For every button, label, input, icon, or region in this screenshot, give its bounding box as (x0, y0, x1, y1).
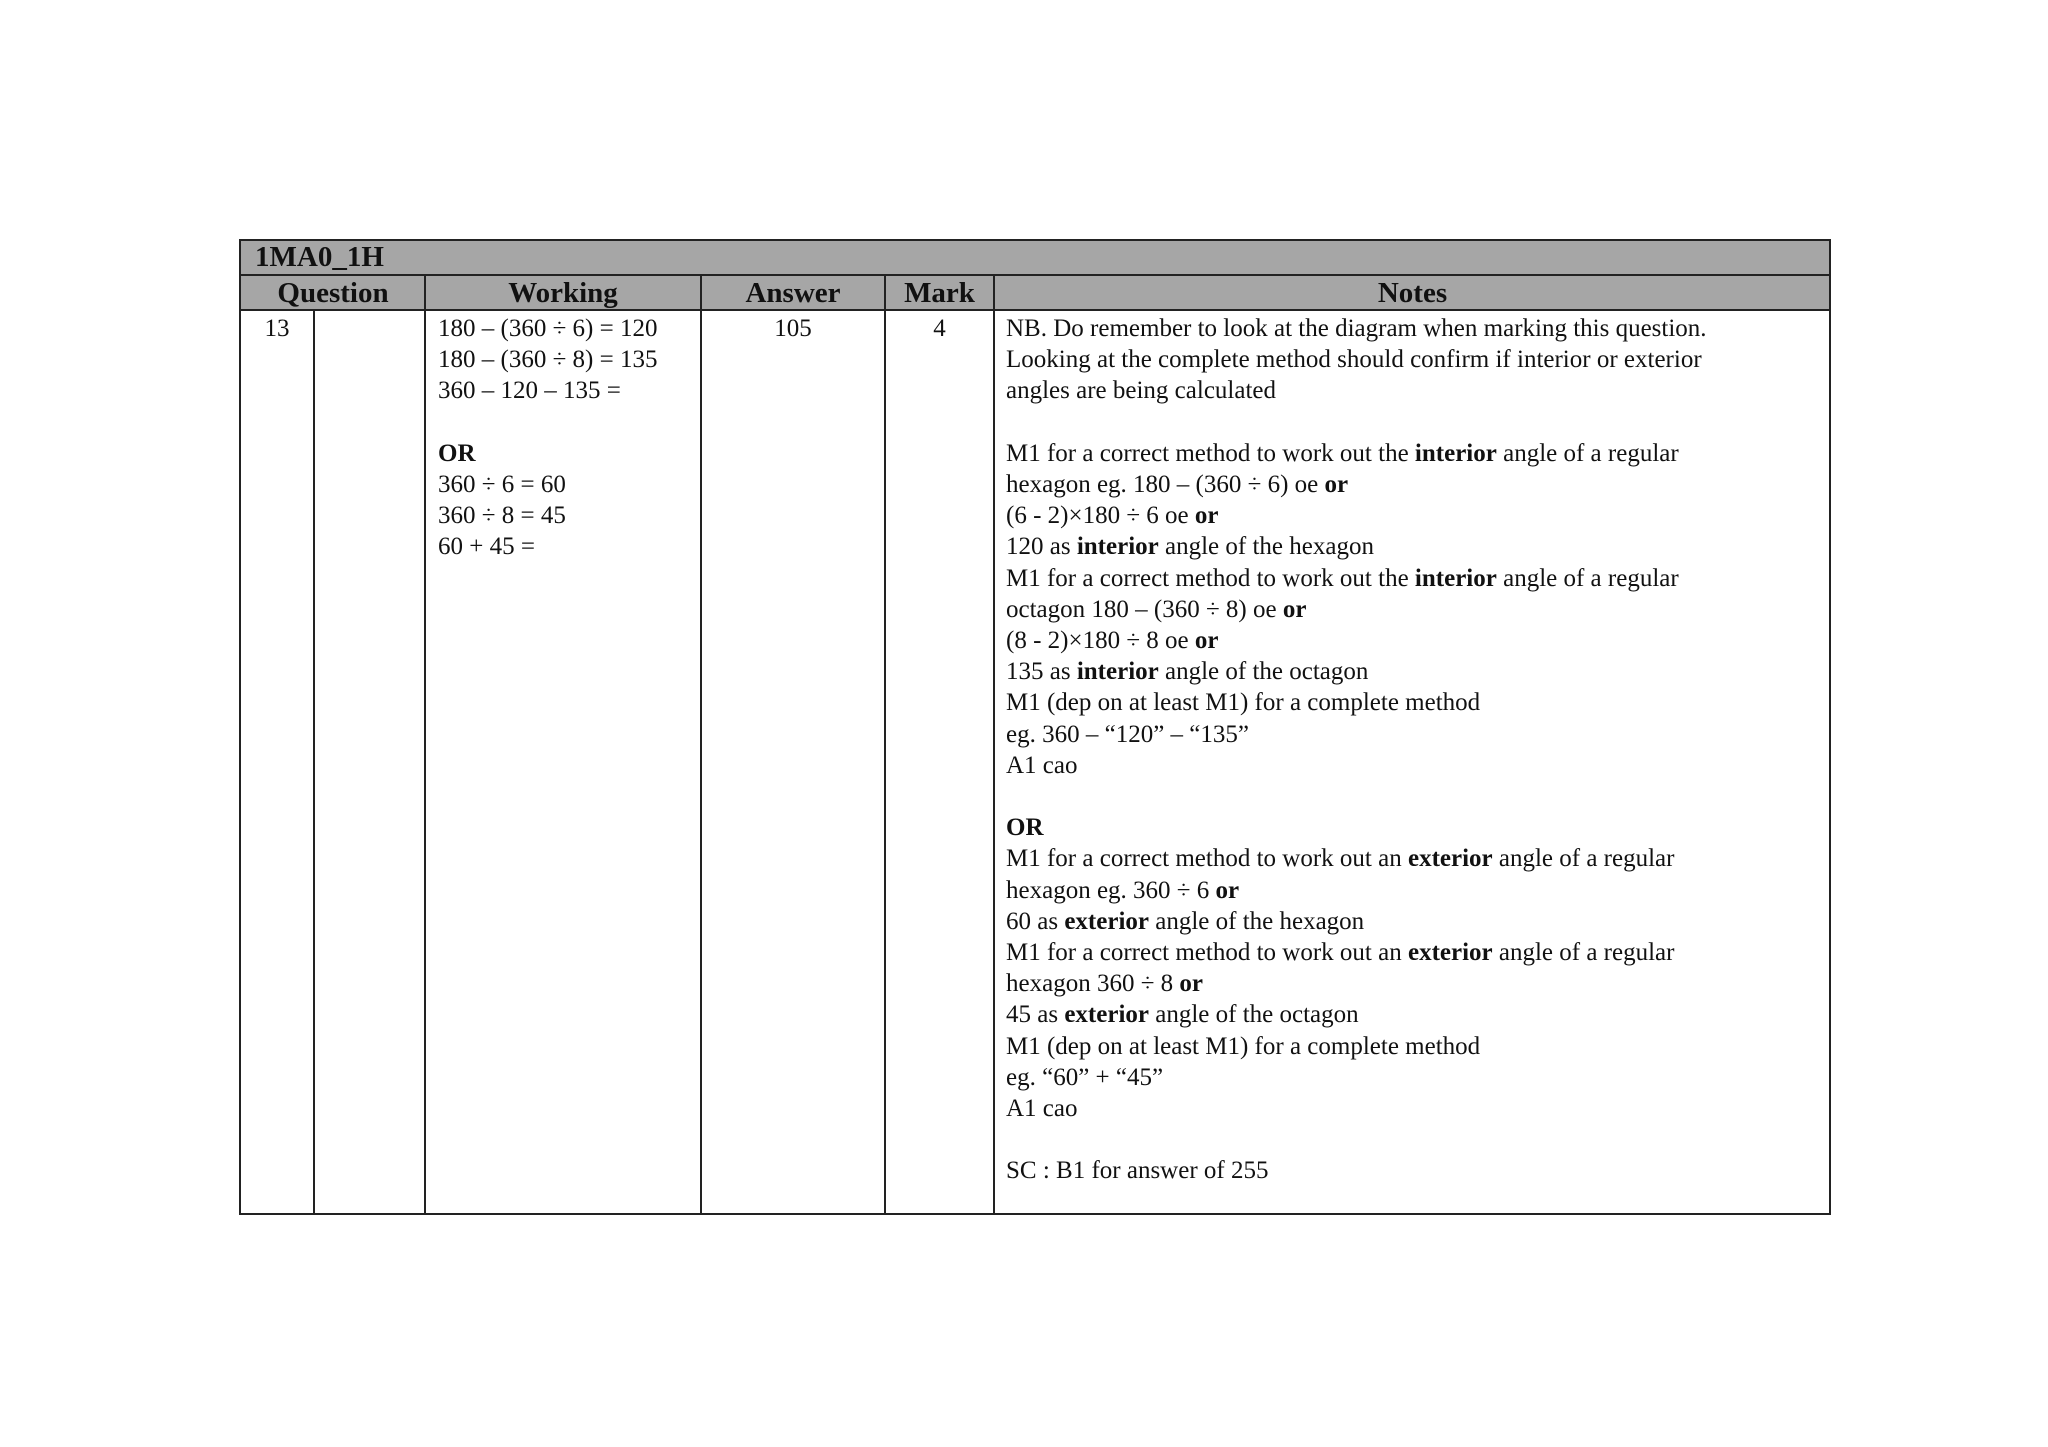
question-number: 13 (264, 315, 290, 342)
text-line: M1 for a correct method to work out the interior angle of a regular (1006, 439, 1679, 467)
mark-cell: 4 (933, 315, 946, 342)
notes-cell (1006, 313, 1707, 1187)
text-line: NB. Do remember to look at the diagram when marking this question. (1006, 315, 1707, 342)
answer-cell: 105 (774, 315, 812, 342)
text-line: hexagon eg. 180 – (360 ÷ 6) oe or (1006, 471, 1349, 499)
header-mark: Mark (904, 277, 975, 309)
text-line: M1 for a correct method to work out an exterior angle of a regular (1006, 845, 1675, 873)
text-line: 360 ÷ 6 = 60 (438, 471, 566, 499)
text-line: eg. 360 – “120” – “135” (1006, 720, 1249, 748)
text-line: hexagon eg. 360 ÷ 6 or (1006, 876, 1240, 904)
text-line: 135 as interior angle of the octagon (1006, 658, 1369, 686)
divider-question-sub (313, 311, 315, 1213)
text-line: 360 – 120 – 135 = (438, 377, 621, 405)
paper-code: 1MA0_1H (241, 241, 1829, 276)
text-line: A1 cao (1006, 751, 1078, 779)
text-line: M1 (dep on at least M1) for a complete method (1006, 689, 1481, 717)
header-working: Working (508, 277, 618, 309)
text-line: M1 for a correct method to work out an exterior angle of a regular (1006, 939, 1675, 967)
text-line: 45 as exterior angle of the octagon (1006, 1001, 1359, 1029)
header-row (241, 276, 1829, 311)
text-line (1006, 781, 1707, 812)
text-line: 180 – (360 ÷ 8) = 135 (438, 346, 658, 374)
mark-scheme-table (239, 239, 1831, 1215)
text-line: eg. “60” + “45” (1006, 1063, 1164, 1091)
text-line (438, 407, 657, 438)
header-notes: Notes (1377, 277, 1448, 309)
text-line: 120 as interior angle of the hexagon (1006, 533, 1374, 561)
text-line: SC : B1 for answer of 255 (1006, 1157, 1269, 1185)
text-line: OR (1006, 814, 1044, 842)
text-line: M1 for a correct method to work out the interior angle of a regular (1006, 564, 1679, 592)
text-line: hexagon 360 ÷ 8 or (1006, 970, 1204, 998)
text-line: 360 ÷ 8 = 45 (438, 502, 566, 530)
text-line: Looking at the complete method should confirm if interior or exterior (1006, 346, 1702, 374)
text-line: (8 - 2)×180 ÷ 8 oe or (1006, 627, 1219, 655)
text-line: OR (438, 439, 476, 467)
text-line: 180 – (360 ÷ 6) = 120 (438, 315, 658, 342)
divider-notes (993, 276, 995, 1213)
divider-mark (884, 276, 886, 1213)
text-line: 60 as exterior angle of the hexagon (1006, 907, 1365, 935)
working-cell (438, 313, 657, 563)
text-line: A1 cao (1006, 1095, 1078, 1123)
divider-answer (700, 276, 702, 1213)
header-answer: Answer (745, 277, 841, 309)
text-line: (6 - 2)×180 ÷ 6 oe or (1006, 502, 1219, 530)
text-line: octagon 180 – (360 ÷ 8) oe or (1006, 595, 1307, 623)
divider-working (424, 276, 426, 1213)
text-line: M1 (dep on at least M1) for a complete method (1006, 1032, 1481, 1060)
text-line (1006, 407, 1707, 438)
header-question: Question (277, 277, 389, 309)
text-line (1006, 1124, 1707, 1155)
text-line: 60 + 45 = (438, 533, 535, 561)
text-line: angles are being calculated (1006, 377, 1276, 405)
